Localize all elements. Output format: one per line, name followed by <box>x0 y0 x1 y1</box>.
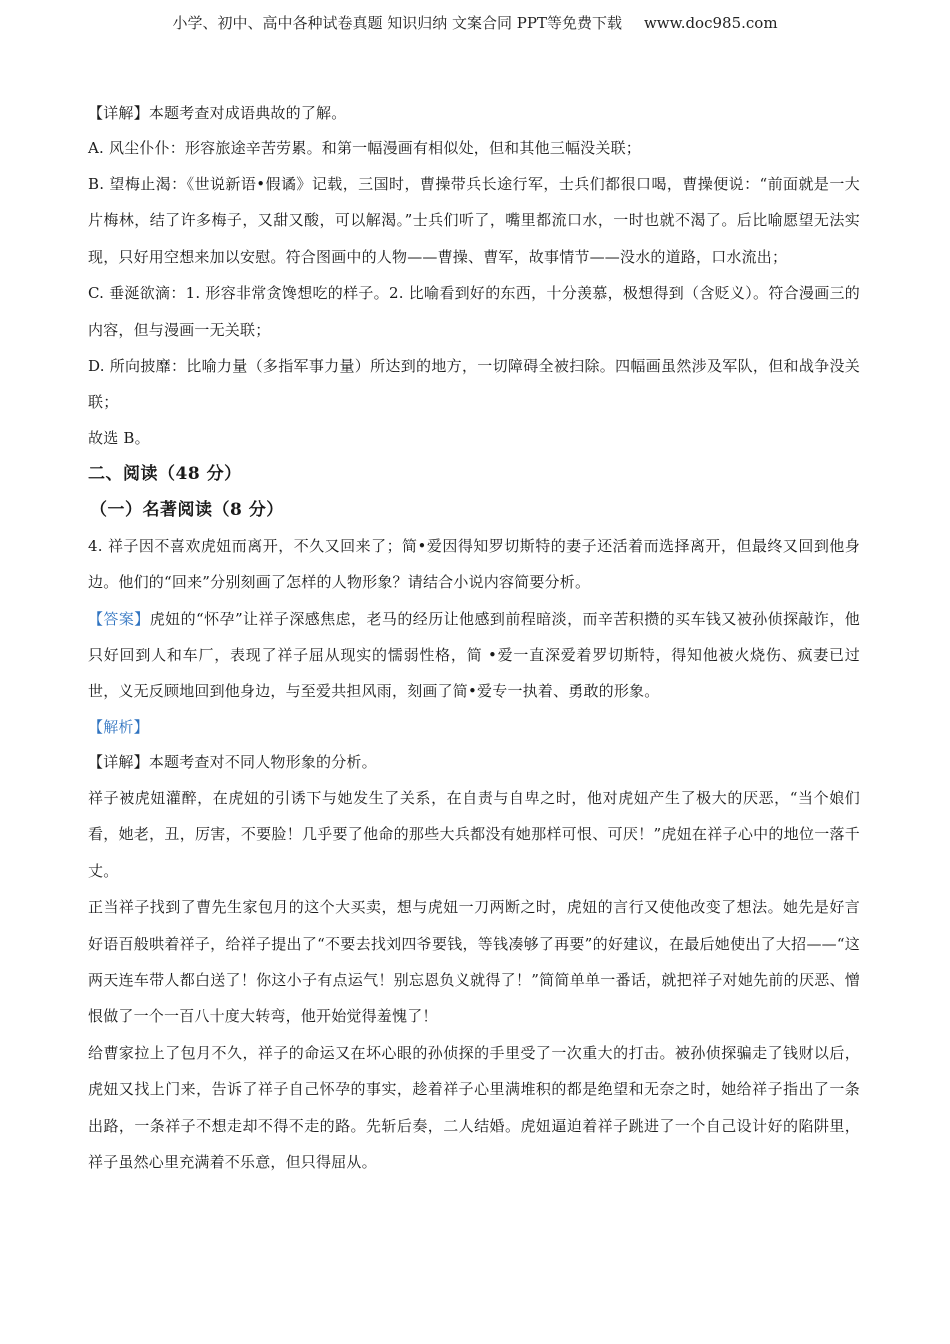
section-heading: 二、阅读（48 分） <box>88 463 242 484</box>
analysis-para-3: 给曹家拉上了包月不久，祥子的命运又在坏心眼的孙侦探的手里受了一次重大的打击。被孙侦探骗走了钱财以后，虎妞又找上门来，告诉了祥子自己怀孕的事实，趁着祥子心里满堆积的都是绝望和无奈之时，她给祥子指出了一条出路，一条祥子不想走却不得不走的路。先斩后奏，二人结婚。虎妞逼迫着祥子跳进了一个自己设计好的陷阱里，祥子虽然心里充满着不乐意，但只得屈从。 <box>88 1043 860 1171</box>
analysis-para-1: 祥子被虎妞灌醉，在虎妞的引诱下与她发生了关系，在自责与自卑之时，他对虎妞产生了极大的厌恶，“当个娘们看，她老，丑，厉害，不要脸！几乎要了他命的那些大兵都没有她那样可恨、可厌！”虎妞在祥子心中的地位一落千丈。 <box>88 788 860 880</box>
detail-tag: 【详解】 <box>88 104 149 122</box>
option-b: B. 望梅止渴：《世说新语•假谲》记载，三国时，曹操带兵长途行军，士兵们都很口喝，曹操便说：“前面就是一大片梅林，结了许多梅子，又甜又酸，可以解渴。”士兵们听了，嘴里都流口水，一时也就不渴了。后比喻愿望无法实现，只好用空想来加以安慰。符合图画中的人物——曹操、曹军，故事情节——没水的道路，口水流出； <box>88 175 860 266</box>
answer-paragraph <box>88 601 860 710</box>
detail-paragraph-2 <box>88 745 860 780</box>
detail-tag-2: 【详解】 <box>88 752 149 771</box>
detail-paragraph <box>88 96 860 131</box>
header-text: 小学、初中、高中各种试卷真题 知识归纳 文案合同 PPT等免费下载 <box>172 14 622 32</box>
question-4: 4. 祥子因不喜欢虎妞而离开，不久又回来了；简•爱因得知罗切斯特的妻子还活着而选择离开，但最终又回到他身边。他们的“回来”分别刻画了怎样的人物形象？请结合小说内容简要分析。 <box>88 536 860 592</box>
page-header <box>0 13 950 33</box>
detail-text: 本题考查对成语典故的了解。 <box>148 104 347 122</box>
detail-text-2: 本题考查对不同人物形象的分析。 <box>148 752 377 771</box>
section-subheading: （一）名著阅读（8 分） <box>90 499 284 520</box>
option-d: D. 所向披靡：比喻力量（多指军事力量）所达到的地方，一切障碍全被扫除。四幅画虽然涉及军队，但和战争没关联； <box>88 357 860 412</box>
header-site: www.doc985.com <box>643 14 778 32</box>
answer-tag: 【答案】 <box>88 609 150 628</box>
conclusion: 故选 B。 <box>88 428 150 447</box>
option-a: A. 风尘仆仆：形容旅途辛苦劳累。和第一幅漫画有相似处，但和其他三幅没关联； <box>88 139 641 157</box>
document-body <box>88 96 860 1180</box>
analysis-tag: 【解析】 <box>88 717 149 736</box>
option-c: C. 垂涎欲滴：1. 形容非常贪馋想吃的样子。2. 比喻看到好的东西，十分羡慕，极想得到（含贬义）。符合漫画三的内容，但与漫画一无关联； <box>88 284 860 339</box>
answer-text: 虎妞的“怀孕”让祥子深感焦虑，老马的经历让他感到前程暗淡，而辛苦积攒的买车钱又被孙侦探敲诈，他只好回到人和车厂，表现了祥子屈从现实的懦弱性格，简 •爱一直深爱着罗切斯特，得知他被火烧伤、疯妻已过世，义无反顾地回到他身边，与至爱共担风雨，刻画了简•爱专一执着、勇敢的形象。 <box>88 609 860 701</box>
analysis-para-2: 正当祥子找到了曹先生家包月的这个大买卖，想与虎妞一刀两断之时，虎妞的言行又使他改变了想法。她先是好言好语百般哄着祥子，给祥子提出了“不要去找刘四爷要钱，等钱凑够了再要”的好建议，在最后她使出了大招——“这两天连车带人都白送了！你这小子有点运气！别忘恩负义就得了！”简简单单一番话，就把祥子对她先前的厌恶、憎恨做了一个一百八十度大转弯，他开始觉得羞愧了！ <box>88 898 860 1026</box>
